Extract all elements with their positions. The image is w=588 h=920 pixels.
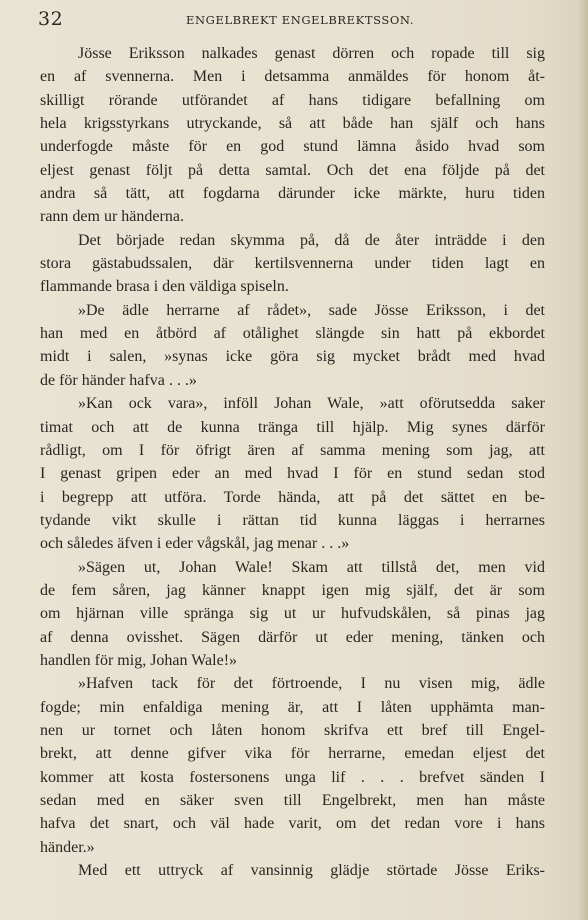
- text-line: nen ur tornet och låten honom skrifva ett bref till Engel-: [40, 721, 545, 739]
- page-number: 32: [38, 8, 64, 30]
- running-title: ENGELBREKT ENGELBREKTSSON.: [186, 13, 415, 27]
- text-line: andra så tätt, att fogdarna därunder icke märkte, huru tiden: [40, 185, 545, 203]
- text-line: de för händer hafva . . .»: [40, 371, 197, 389]
- text-line: Jösse Eriksson nalkades genast dörren och ropade till sig: [78, 45, 545, 62]
- text-line: flammande brasa i den väldiga spiseln.: [40, 278, 289, 296]
- text-line: »De ädle herrarne af rådet», sade Jösse Eriksson, i det: [78, 301, 545, 319]
- text-line: rådligt, om I för öfrigt ären af samma mening som jag, att: [40, 441, 545, 459]
- text-line: de fem såren, jag känner knappt igen mig själf, det är som: [40, 581, 545, 599]
- text-line: Det började redan skymma på, då de åter inträdde i den: [78, 231, 545, 249]
- text-line: stora gästabudssalen, där kertilsvennerna under tiden lagt en: [40, 255, 545, 273]
- text-line: hafva det snart, och väl hade varit, om det redan vore i hans: [40, 815, 545, 833]
- text-line: underfogde måste för en god stund lämna åsido hvad som: [40, 138, 545, 156]
- text-line: I genast gripen eder an med hvad I för en stund sedan stod: [40, 465, 545, 483]
- text-line: händer.»: [40, 838, 95, 856]
- body-text: [40, 42, 545, 882]
- text-line: tydande vikt skulle i rättan tid kunna läggas i herrarnes: [40, 511, 545, 529]
- text-line: Med ett uttryck af vansinnig glädje störtade Jösse Eriks-: [78, 862, 545, 880]
- text-line: »Kan ock vara», inföll Johan Wale, »att oförutsedda saker: [78, 395, 545, 413]
- text-line: kommer att kosta fostersonens unga lif . . . brefvet sänden I: [40, 768, 545, 786]
- text-line: »Sägen ut, Johan Wale! Skam att tillstå det, men vid: [78, 558, 545, 576]
- page-edge-shadow: [578, 0, 588, 920]
- text-line: i begrepp att utföra. Torde hända, att på det sättet en be-: [40, 488, 545, 506]
- text-line: timat och att de kunna tränga till hjälp. Mig synes därför: [40, 418, 545, 436]
- text-line: »Hafven tack för det förtroende, I nu visen mig, ädle: [78, 675, 545, 693]
- text-line: och således äfven i eder vågskål, jag menar . . .»: [40, 535, 350, 553]
- text-line: af denna ovisshet. Sägen därför ut eder mening, tänken och: [40, 628, 545, 646]
- text-line: sedan med en säker sven till Engelbrekt, men han måste: [40, 792, 545, 809]
- text-line: han med en åtbörd af otålighet slängde sin hatt på ekbordet: [40, 325, 545, 343]
- page-header: [38, 8, 550, 32]
- text-line: fogde; min enfaldiga mening är, att I låten upphämta man-: [40, 698, 545, 716]
- text-line: skilligt rörande utförandet af hans tidigare befallning om: [40, 91, 545, 109]
- text-line: om hjärnan ville spränga sig ut ur hufvudskålen, så pinas jag: [40, 605, 545, 623]
- text-line: rann dem ur händerna.: [40, 208, 184, 226]
- text-line: midt i salen, »synas icke göra sig mycket brådt med hvad: [40, 348, 545, 366]
- text-line: en af svennerna. Men i detsamma anmäldes för honom åt-: [40, 68, 545, 86]
- text-line: hela krigsstyrkans utryckande, så att både han själf och hans: [40, 115, 545, 133]
- text-line: brekt, att denne gifver vika för herrarne, emedan eljest det: [40, 745, 545, 763]
- text-line: handlen för mig, Johan Wale!»: [40, 651, 238, 669]
- text-line: eljest genast följt på detta samtal. Och det ena följde på det: [40, 161, 545, 179]
